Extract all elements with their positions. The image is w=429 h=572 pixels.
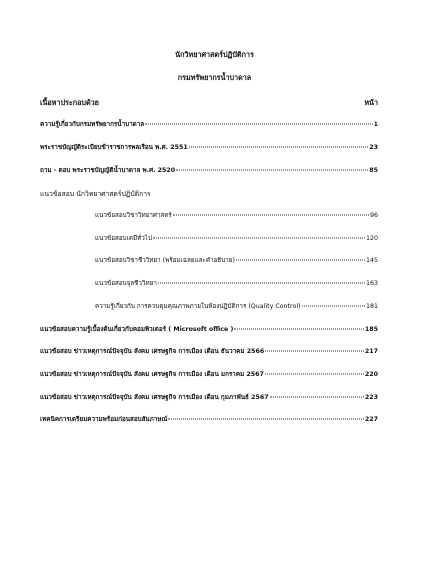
toc-entry (40, 393, 378, 402)
dot-leader (168, 419, 364, 420)
toc-entry-label: แนวข้อสอบวิชาชีววิทยา (พร้อมเฉลยและคำอธิบาย) (95, 257, 235, 264)
toc-entry (40, 120, 378, 129)
toc-entry (40, 143, 378, 152)
dot-leader (236, 260, 365, 261)
toc-entry (40, 166, 378, 175)
toc-entry-page: 181 (365, 303, 378, 310)
toc-entry-label: แนวข้อสอบวิชาวิทยาศาสตร์ (95, 212, 172, 219)
document-title: นักวิทยาศาสตร์ปฏิบัติการ (175, 50, 254, 59)
toc-header (40, 98, 378, 109)
contents-label: เนื้อหาประกอบด้วย (40, 98, 99, 107)
toc-entry (40, 325, 378, 334)
dot-leader (265, 374, 364, 375)
toc-entry-label: เทคนิคการเตรียมความพร้อมก่อนสอบสัมภาษณ์ (40, 416, 168, 423)
toc-entry (40, 370, 378, 379)
page-column-label: หน้า (364, 98, 378, 107)
dot-leader (145, 124, 372, 125)
toc-entry-page: 185 (364, 326, 378, 333)
toc-entry-label: ความรู้เกี่ยวกับ การควบคุมคุณภาพภายในห้องปฏิบัติการ (Quality Control) (95, 303, 301, 310)
dot-leader (189, 147, 368, 148)
dot-leader (153, 238, 365, 239)
toc-entry-label: แนวข้อสอบความรู้เบื้องต้นเกี่ยวกับคอมพิวเตอร์ ( Microsoft office ) (40, 326, 234, 333)
toc-entry-page: 23 (369, 144, 378, 151)
document-subtitle: กรมทรัพยากรน้ำบาดาล (177, 73, 252, 82)
toc-subentry (95, 211, 378, 220)
toc-subentry (95, 234, 378, 243)
toc-entry-page: 217 (364, 348, 378, 355)
dot-leader (173, 215, 369, 216)
toc-entry-label: แนวข้อสอบ ข่าวเหตุการณ์ปัจจุบัน สังคม เศรษฐกิจ การเมือง เดือน กุมภาพันธ์ 2567 (40, 394, 269, 401)
toc-entry (40, 415, 378, 424)
toc-subentry (95, 256, 378, 265)
toc-entry-page: 120 (365, 235, 378, 242)
dot-leader (265, 351, 364, 352)
toc-subentry (95, 279, 378, 288)
toc-entry-label: พระราชบัญญัติระเบียบข้าราชการพลเรือน พ.ศ. 2551 (40, 144, 188, 151)
section-heading: แนวข้อสอบ นักวิทยาศาสตร์ปฏิบัติการ (40, 190, 151, 198)
toc-entry-page: 145 (365, 257, 378, 264)
dot-leader (176, 170, 368, 171)
toc-entry (40, 347, 378, 356)
toc-entry-page: 223 (364, 394, 378, 401)
toc-entry-page: 220 (364, 371, 378, 378)
toc-entry-page: 227 (364, 416, 378, 423)
dot-leader (234, 329, 363, 330)
toc-entry-page: 1 (373, 121, 378, 128)
dot-leader (270, 397, 364, 398)
toc-entry-label: แนวข้อสอบเคมีทั่วไป (95, 235, 152, 242)
toc-subentry (95, 302, 378, 311)
dot-leader (302, 306, 365, 307)
toc-entry-page: 96 (369, 212, 378, 219)
toc-entry-label: แนวข้อสอบจุลชีววิทยา (95, 280, 157, 287)
toc-entry-page: 85 (369, 167, 378, 174)
dot-leader (158, 283, 365, 284)
toc-entry-page: 163 (365, 280, 378, 287)
toc-entry-label: ถาม - ตอบ พระราชบัญญัติน้ำบาดาล พ.ศ. 2520 (40, 167, 176, 174)
toc-entry-label: แนวข้อสอบ ข่าวเหตุการณ์ปัจจุบัน สังคม เศรษฐกิจ การเมือง เดือน ธันวาคม 2566 (40, 348, 265, 355)
toc-entry-label: แนวข้อสอบ ข่าวเหตุการณ์ปัจจุบัน สังคม เศรษฐกิจ การเมือง เดือน มกราคม 2567 (40, 371, 264, 378)
toc-entry-label: ความรู้เกี่ยวกับกรมทรัพยากรน้ำบาดาล (40, 121, 145, 128)
